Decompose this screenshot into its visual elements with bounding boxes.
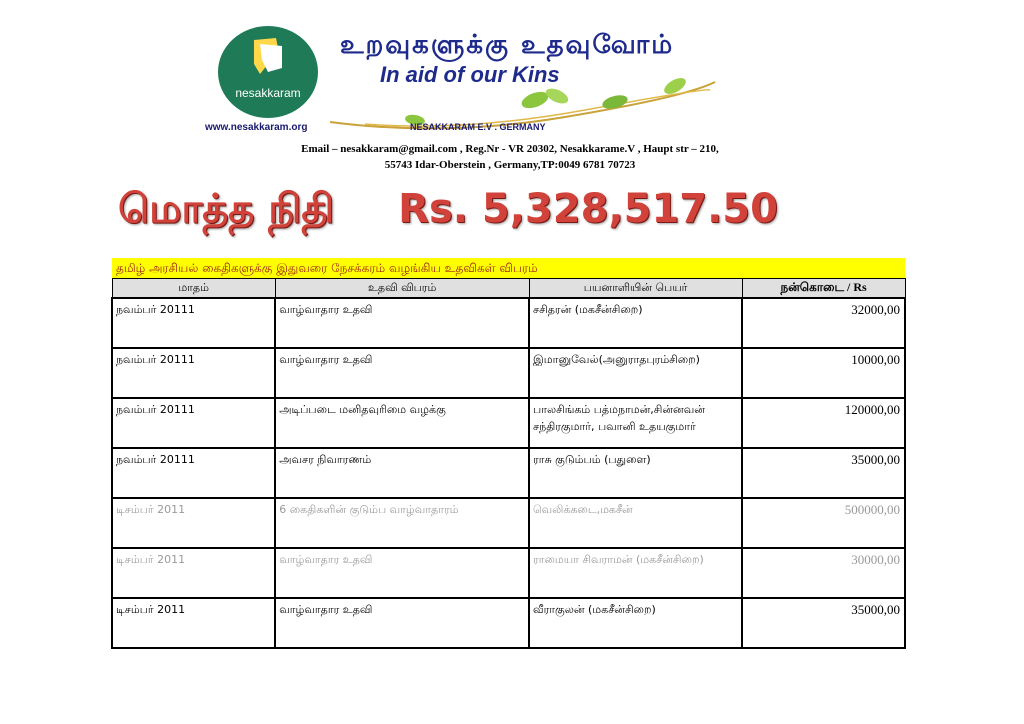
- table-caption-banner: தமிழ் அரசியல் கைதிகளுக்கு இதுவரை நேசக்கரம் வழங்கிய உதவிகள் விபரம்: [112, 258, 905, 278]
- total-funds: [118, 186, 778, 237]
- logo: [218, 26, 318, 118]
- table-row: [112, 298, 905, 348]
- column-header-month: மாதம்: [112, 279, 275, 299]
- donations-table: [111, 278, 906, 649]
- cell-detail: வாழ்வாதார உதவி: [275, 348, 529, 398]
- cell-amount: 10000,00: [742, 348, 905, 398]
- title-tamil: உறவுகளுக்கு உதவுவோம்: [340, 30, 675, 60]
- cell-month: நவம்பர் 20111: [112, 398, 275, 448]
- table-row: [112, 448, 905, 498]
- cell-month: டிசம்பர் 2011: [112, 548, 275, 598]
- cell-month: டிசம்பர் 2011: [112, 598, 275, 648]
- table-row: [112, 348, 905, 398]
- total-amount: Rs. 5,328,517.50: [398, 186, 778, 232]
- org-name: NESAKKARAM E.V . GERMANY: [410, 122, 546, 132]
- total-label: மொத்த நிதி: [118, 186, 335, 232]
- website-url[interactable]: www.nesakkaram.org: [205, 122, 308, 133]
- cell-beneficiary: ராமையா சிவராமன் (மகசீன்சிறை): [529, 548, 742, 598]
- cell-detail: 6 கைதிகளின் குடும்ப வாழ்வாதாரம்: [275, 498, 529, 548]
- cell-detail: வாழ்வாதார உதவி: [275, 548, 529, 598]
- cell-beneficiary: பாலசிங்கம் பத்மநாமன்,சின்னவன் சந்திரகுமார், பவானி உதயகுமார்: [529, 398, 742, 448]
- table-row: [112, 548, 905, 598]
- column-header-beneficiary: பயனாளியின் பெயர்: [529, 279, 742, 299]
- cell-month: நவம்பர் 20111: [112, 348, 275, 398]
- cell-detail: வாழ்வாதார உதவி: [275, 298, 529, 348]
- cell-month: டிசம்பர் 2011: [112, 498, 275, 548]
- column-header-amount: நன்கொடை / Rs: [742, 279, 905, 299]
- title-english: In aid of our Kins: [380, 62, 560, 87]
- table-row: [112, 598, 905, 648]
- cell-beneficiary: வெலிக்கடை,மகசீன்: [529, 498, 742, 548]
- cell-month: நவம்பர் 20111: [112, 298, 275, 348]
- logo-wordmark: nesakkaram: [235, 86, 301, 100]
- table-header-row: [112, 279, 905, 299]
- hands-icon: [246, 34, 290, 78]
- column-header-detail: உதவி விபரம்: [275, 279, 529, 299]
- cell-amount: 500000,00: [742, 498, 905, 548]
- cell-month: நவம்பர் 20111: [112, 448, 275, 498]
- letterhead: [205, 22, 765, 140]
- cell-amount: 32000,00: [742, 298, 905, 348]
- cell-beneficiary: இமானுவேல்(அனுராதபுரம்சிறை): [529, 348, 742, 398]
- table-row: [112, 498, 905, 548]
- cell-amount: 35000,00: [742, 448, 905, 498]
- cell-detail: வாழ்வாதார உதவி: [275, 598, 529, 648]
- cell-amount: 120000,00: [742, 398, 905, 448]
- cell-beneficiary: சசிதரன் (மகசீன்சிறை): [529, 298, 742, 348]
- cell-detail: அவசர நிவாரணம்: [275, 448, 529, 498]
- contact-line-2: 55743 Idar-Oberstein , Germany,TP:0049 6781 70723: [384, 159, 636, 171]
- contact-info: [210, 141, 810, 173]
- cell-beneficiary: வீராகுலன் (மகசீன்சிறை): [529, 598, 742, 648]
- cell-amount: 30000,00: [742, 548, 905, 598]
- table-row: [112, 398, 905, 448]
- cell-detail: அடிப்படை மனிதவுரிமை வழக்கு: [275, 398, 529, 448]
- contact-line-1: Email – nesakkaram@gmail.com , Reg.Nr - VR 20302, Nesakkarame.V , Haupt str – 210,: [301, 143, 719, 155]
- cell-beneficiary: ராசு குடும்பம் (பதுளை): [529, 448, 742, 498]
- cell-amount: 35000,00: [742, 598, 905, 648]
